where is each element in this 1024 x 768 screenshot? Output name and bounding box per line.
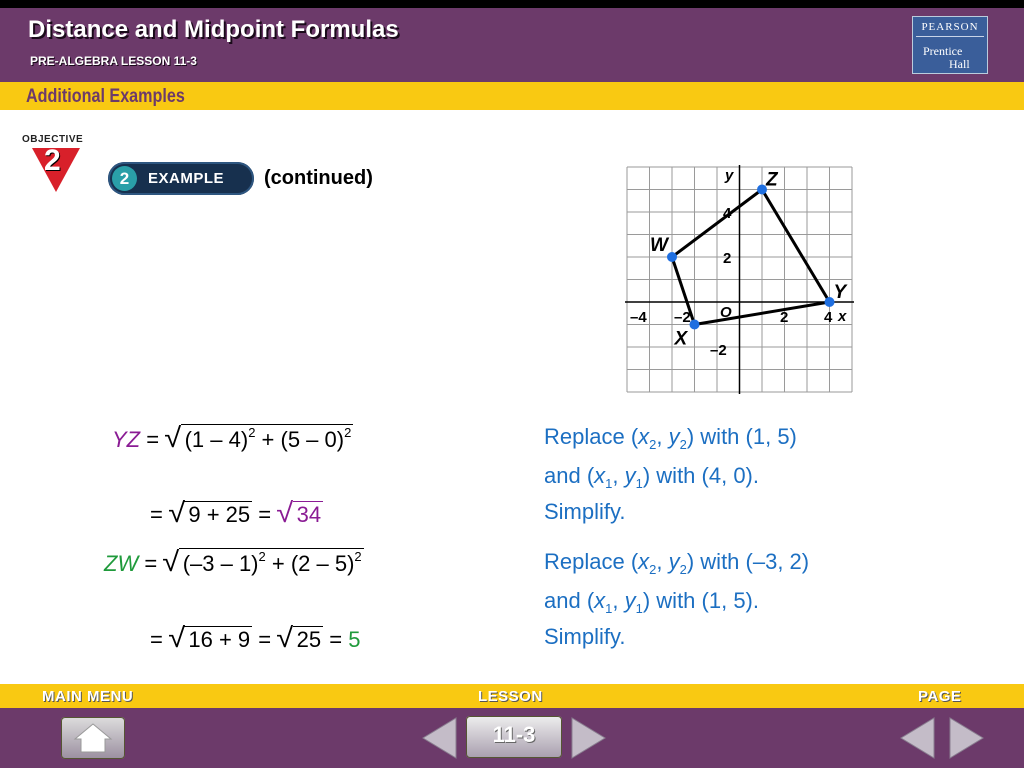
step-yz-simplify [150, 497, 323, 529]
page-next-arrow-button[interactable] [946, 716, 986, 760]
section-label: Additional Examples [26, 86, 185, 107]
var-x: x [638, 549, 650, 574]
radicand-25: 25 [293, 626, 323, 653]
radical-sum [169, 497, 252, 529]
note-text: ) with (–3, 2) [686, 549, 810, 574]
continued-label: (continued) [264, 167, 373, 189]
tick-y-2: 2 [723, 250, 732, 267]
objective-badge [22, 134, 84, 177]
radicand-yz [181, 424, 354, 453]
radical-sum2 [169, 622, 252, 654]
radicand-sum: 9 + 25 [184, 501, 252, 528]
example-badge [108, 162, 254, 195]
sub: 2 [679, 562, 687, 577]
axis-y-label: y [725, 167, 734, 184]
eq-sign: = [150, 627, 163, 652]
eq-sign: = [150, 502, 163, 527]
sub: 2 [649, 437, 657, 452]
step-yz-formula [112, 422, 353, 454]
radical-result [277, 497, 323, 529]
point-label-X: X [674, 328, 688, 350]
exp: 2 [344, 425, 352, 440]
sqrt-icon: √ [276, 622, 294, 653]
eq-sign: = [146, 427, 160, 452]
coordinate-graph [622, 162, 862, 402]
sqrt-icon: √ [164, 422, 182, 453]
example-number: 2 [112, 166, 137, 191]
lesson-prev-arrow-button[interactable] [420, 716, 460, 760]
page-prev-arrow-button[interactable] [898, 716, 938, 760]
sub: 2 [649, 562, 657, 577]
var-y: y [668, 549, 680, 574]
eq-sign: = [258, 502, 272, 527]
tick-x-neg2: –2 [674, 309, 691, 326]
comma: , [656, 549, 669, 574]
graph-tick-labels [630, 167, 847, 359]
zw-term1: (–3 – 1) [182, 551, 259, 576]
sub: 1 [635, 476, 643, 491]
step-zw-formula [104, 546, 364, 578]
zw-term2: + (2 – 5) [265, 551, 355, 576]
sqrt-icon: √ [168, 622, 186, 653]
yz-term1: (1 – 4) [184, 427, 249, 452]
tick-x-4: 4 [824, 309, 833, 326]
objective-label: OBJECTIVE [22, 134, 84, 145]
publisher-logo [912, 16, 988, 74]
comma: , [656, 424, 669, 449]
page-label: PAGE [918, 688, 962, 705]
note-text: and ( [544, 588, 595, 613]
exp: 2 [248, 425, 256, 440]
radicand-zw [179, 548, 364, 577]
var-y: y [624, 463, 636, 488]
sqrt-icon: √ [162, 546, 180, 577]
var-y: y [668, 424, 680, 449]
imprint-line1: Prentice [923, 44, 963, 58]
yz-term2: + (5 – 0) [255, 427, 345, 452]
comma: , [612, 588, 625, 613]
zw-label: ZW [104, 551, 139, 576]
imprint-line2: Hall [949, 57, 970, 71]
point-W [667, 252, 677, 262]
point-X [690, 320, 700, 330]
sqrt-icon: √ [168, 497, 186, 528]
sub: 1 [605, 601, 613, 616]
radical-zw [163, 546, 363, 578]
var-x: x [594, 463, 606, 488]
note-simplify-1: Simplify. [544, 499, 626, 524]
yz-label: YZ [112, 427, 141, 452]
radicand-sum2: 16 + 9 [184, 626, 252, 653]
note-text: and ( [544, 463, 595, 488]
home-icon [61, 717, 125, 759]
var-x: x [594, 588, 606, 613]
sub: 2 [679, 437, 687, 452]
origin-label: O [720, 304, 732, 321]
comma: , [612, 463, 625, 488]
var-y: y [624, 588, 636, 613]
lesson-label: LESSON [478, 688, 543, 705]
example-word: EXAMPLE [148, 170, 225, 187]
sqrt-icon: √ [276, 497, 294, 528]
step-zw-simplify [150, 622, 360, 654]
lesson-subtitle: PRE-ALGEBRA LESSON 11-3 [30, 54, 197, 68]
zw-result: 5 [348, 627, 361, 652]
publisher-name: PEARSON [916, 21, 984, 37]
main-menu-home-button[interactable] [61, 717, 125, 759]
main-menu-label: MAIN MENU [42, 688, 134, 705]
note-text: ) with (1, 5). [642, 588, 759, 613]
point-label-Z: Z [766, 169, 778, 191]
page-title: Distance and Midpoint Formulas [28, 16, 399, 43]
sub: 1 [635, 601, 643, 616]
point-label-Y: Y [833, 282, 847, 303]
eq-sign: = [329, 627, 343, 652]
tick-x-neg4: –4 [630, 309, 647, 326]
sub: 1 [605, 476, 613, 491]
eq-sign: = [258, 627, 272, 652]
exp: 2 [258, 549, 266, 564]
note-text: ) with (4, 0). [642, 463, 759, 488]
note-replace-zw [544, 546, 809, 624]
exp: 2 [354, 549, 362, 564]
note-text: Replace ( [544, 549, 639, 574]
radical-yz [165, 422, 353, 454]
top-black-bar [0, 0, 1024, 8]
note-simplify-2: Simplify. [544, 624, 626, 649]
tick-y-neg2: –2 [710, 342, 727, 359]
yz-result: 34 [293, 501, 323, 528]
lesson-number-button[interactable]: 11-3 [466, 716, 562, 758]
eq-sign: = [144, 551, 158, 576]
lesson-next-arrow-button[interactable] [568, 716, 608, 760]
radical-25 [277, 622, 323, 654]
tick-x-2: 2 [780, 309, 789, 326]
point-label-W: W [650, 235, 668, 256]
note-replace-yz [544, 421, 797, 499]
note-text: ) with (1, 5) [686, 424, 797, 449]
tick-y-4: 4 [723, 205, 732, 222]
objective-number: 2 [44, 144, 61, 177]
axis-x-label: x [838, 308, 847, 325]
var-x: x [638, 424, 650, 449]
note-text: Replace ( [544, 424, 639, 449]
